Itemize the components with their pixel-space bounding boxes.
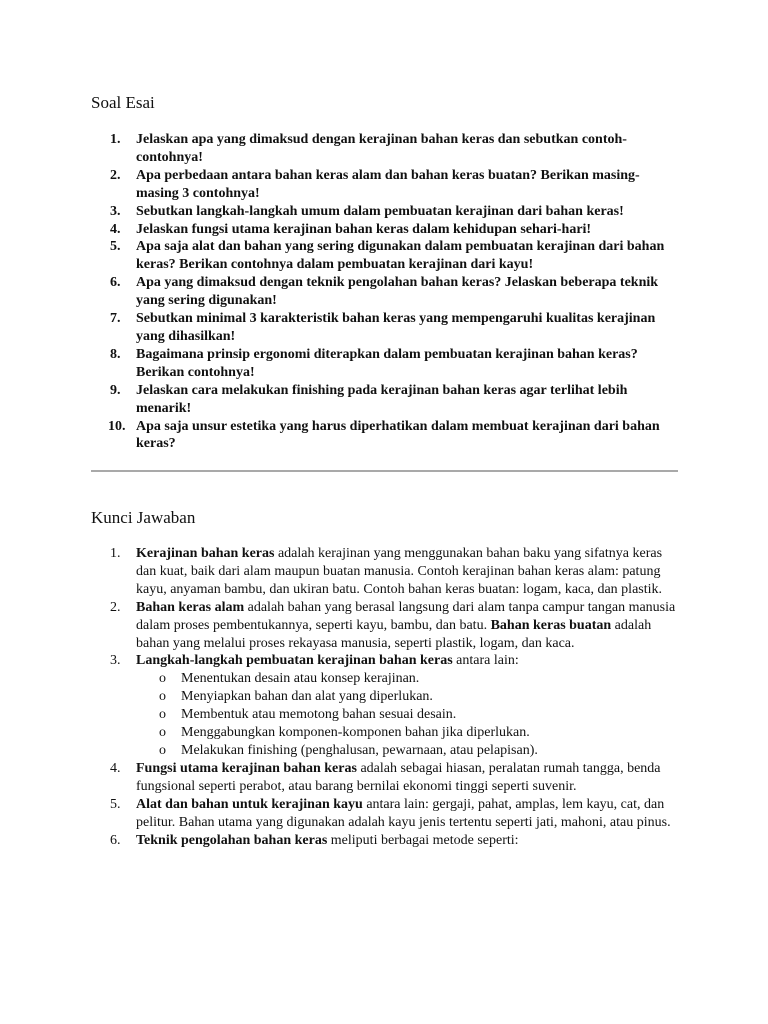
list-item: 3. Langkah-langkah pembuatan kerajinan bahan keras antara lain: o Menentukan desain atau konsep kerajinan. o Menyiapkan bahan dan alat yang diperlukan. o Membentuk atau memotong bahan sesuai desain. o Menggabungkan komponen-komponen bahan jika diperlukan. o Melakukan finishing (penghalusan, pewarnaan, atau pelapisan). [136, 652, 682, 759]
bullet-icon: o [159, 707, 166, 723]
bullet-icon: o [159, 689, 166, 705]
step-item: o Menentukan desain atau konsep kerajinan. [159, 671, 420, 687]
list-item: 5. Apa saja alat dan bahan yang sering digunakan dalam pembuatan kerajinan dari bahan keras? Berikan contohnya dalam pembuatan kerajinan dari kayu! [110, 239, 665, 273]
list-item: 5. Alat dan bahan untuk kerajinan kayu antara lain: gergaji, pahat, amplas, lem kayu, cat, dan pelitur. Bahan utama yang digunakan adalah kayu jenis tertentu seperti jati, mahoni, atau pinus. [110, 796, 671, 830]
list-item: 2. Apa perbedaan antara bahan keras alam dan bahan keras buatan? Berikan masing-masing 3 contohnya! [110, 167, 640, 201]
step-item: o Menyiapkan bahan dan alat yang diperlukan. [159, 689, 433, 705]
list-item: 9. Jelaskan cara melakukan finishing pada kerajinan bahan keras agar terlihat lebih menarik! [110, 382, 628, 416]
step-item: o Membentuk atau memotong bahan sesuai desain. [159, 707, 457, 723]
list-item: 4. Jelaskan fungsi utama kerajinan bahan keras dalam kehidupan sehari-hari! [110, 221, 592, 237]
list-item: 7. Sebutkan minimal 3 karakteristik bahan keras yang mempengaruhi kualitas kerajinan yang dihasilkan! [110, 311, 656, 344]
list-item: 6. Teknik pengolahan bahan keras meliputi berbagai metode seperti: [110, 832, 519, 848]
list-item: 1. Kerajinan bahan keras adalah kerajinan yang menggunakan bahan baku yang sifatnya keras dan kuat, baik dari alam maupun buatan manusia. Contoh kerajinan bahan keras alam: patung kayu, anyaman bambu, dan ukiran batu. Contoh bahan keras buatan: logam, kaca, dan plastik. [110, 546, 663, 597]
list-item: 8. Bagaimana prinsip ergonomi diterapkan dalam pembuatan kerajinan bahan keras? Berikan contohnya! [110, 346, 638, 380]
list-item: 1. Jelaskan apa yang dimaksud dengan kerajinan bahan keras dan sebutkan contoh-contohnya! [110, 132, 627, 165]
step-item: o Melakukan finishing (penghalusan, pewarnaan, atau pelapisan). [159, 742, 538, 758]
step-item: o Menggabungkan komponen-komponen bahan jika diperlukan. [159, 725, 530, 741]
question-list [108, 131, 682, 453]
list-item: 10. Apa saja unsur estetika yang harus diperhatikan dalam membuat kerajinan dari bahan keras? [108, 418, 660, 452]
section-divider [91, 470, 678, 472]
bullet-icon: o [159, 742, 166, 758]
answer-list [110, 545, 682, 849]
bullet-icon: o [159, 671, 166, 687]
step-list [136, 670, 682, 760]
bullet-icon: o [159, 725, 166, 741]
section-title-soal-esai: Soal Esai [91, 93, 155, 112]
list-item: 6. Apa yang dimaksud dengan teknik pengolahan bahan keras? Jelaskan beberapa teknik yang sering digunakan! [110, 275, 659, 309]
list-item: 3. Sebutkan langkah-langkah umum dalam pembuatan kerajinan dari bahan keras! [110, 203, 624, 219]
section-title-kunci-jawaban: Kunci Jawaban [91, 508, 196, 527]
list-item: 4. Fungsi utama kerajinan bahan keras adalah sebagai hiasan, peralatan rumah tangga, benda fungsional seperti perabot, atau barang bernilai ekonomi tinggi seperti suvenir. [110, 760, 661, 794]
list-item: 2. Bahan keras alam adalah bahan yang berasal langsung dari alam tanpa campur tangan manusia dalam proses pembentukannya, seperti kayu, bambu, dan batu. Bahan keras buatan adalah bahan yang melalui proses rekayasa manusia, seperti plastik, logam, dan kaca. [110, 599, 676, 651]
